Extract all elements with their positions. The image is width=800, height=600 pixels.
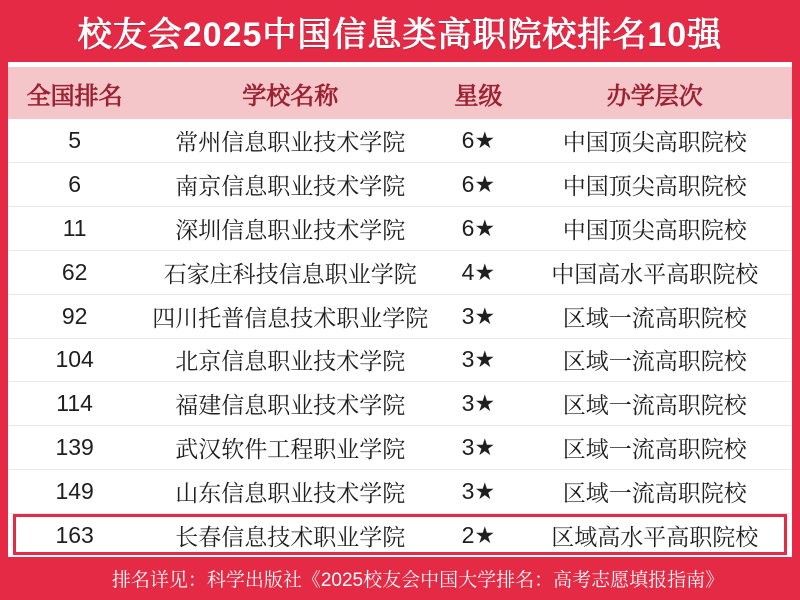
- star-cell: 3★: [461, 302, 496, 329]
- rank-cell: 5: [68, 126, 82, 153]
- table-row-highlighted: [8, 513, 792, 557]
- level-cell: 中国顶尖高职院校: [562, 128, 747, 155]
- col-header-level: 办学层次: [606, 82, 703, 110]
- table-row: [8, 381, 792, 425]
- school-cell: 四川托普信息技术职业学院: [152, 304, 429, 331]
- level-cell: 区域高水平高职院校: [551, 524, 759, 551]
- table-row: [8, 469, 792, 513]
- rank-cell: 104: [55, 346, 94, 373]
- table-body: [8, 119, 792, 557]
- star-cell: 3★: [461, 434, 496, 461]
- school-cell: 南京信息职业技术学院: [175, 172, 406, 199]
- level-cell: 中国高水平高职院校: [551, 260, 759, 287]
- level-cell: 中国顶尖高职院校: [562, 172, 747, 199]
- star-cell: 3★: [461, 390, 496, 417]
- table-row: [8, 425, 792, 469]
- level-cell: 区域一流高职院校: [562, 348, 747, 375]
- star-cell: 3★: [461, 478, 496, 505]
- rank-cell: 163: [55, 522, 94, 549]
- footer-note: 排名详见：科学出版社《2025校友会中国大学排名：高考志愿填报指南》: [111, 570, 725, 591]
- level-cell: 区域一流高职院校: [562, 436, 747, 463]
- level-cell: 中国顶尖高职院校: [562, 216, 747, 243]
- rank-cell: 11: [62, 214, 87, 241]
- rank-cell: 139: [55, 434, 94, 461]
- star-cell: 6★: [461, 170, 496, 197]
- school-cell: 深圳信息职业技术学院: [175, 216, 406, 243]
- table-row: [8, 294, 792, 338]
- star-cell: 6★: [461, 214, 496, 241]
- level-cell: 区域一流高职院校: [562, 392, 747, 419]
- school-cell: 北京信息职业技术学院: [175, 348, 406, 375]
- school-cell: 常州信息职业技术学院: [175, 128, 406, 155]
- page-title: 校友会2025中国信息类高职院校排名10强: [77, 15, 723, 54]
- col-header-star: 星级: [454, 82, 503, 110]
- school-cell: 武汉软件工程职业学院: [175, 436, 406, 463]
- school-cell: 福建信息职业技术学院: [175, 392, 406, 419]
- level-cell: 区域一流高职院校: [562, 304, 747, 331]
- table-row: [8, 162, 792, 206]
- ranking-table-card: [8, 62, 792, 557]
- rank-cell: 6: [68, 170, 82, 197]
- rank-cell: 62: [61, 258, 88, 285]
- table-header-row: [8, 67, 792, 119]
- rank-cell: 149: [55, 478, 94, 505]
- table-row: [8, 250, 792, 294]
- school-cell: 石家庄科技信息职业学院: [163, 260, 417, 287]
- level-cell: 区域一流高职院校: [562, 480, 747, 507]
- school-cell: 长春信息技术职业学院: [175, 524, 406, 551]
- table-row: [8, 119, 792, 162]
- table-row: [8, 206, 792, 250]
- school-cell: 山东信息职业技术学院: [175, 480, 406, 507]
- rank-cell: 92: [61, 302, 88, 329]
- table-row: [8, 338, 792, 382]
- star-cell: 4★: [461, 258, 496, 285]
- star-cell: 3★: [461, 346, 496, 373]
- rank-cell: 114: [56, 390, 93, 417]
- col-header-rank: 全国排名: [26, 82, 123, 110]
- star-cell: 2★: [461, 522, 496, 549]
- col-header-school: 学校名称: [242, 82, 339, 110]
- star-cell: 6★: [461, 126, 496, 153]
